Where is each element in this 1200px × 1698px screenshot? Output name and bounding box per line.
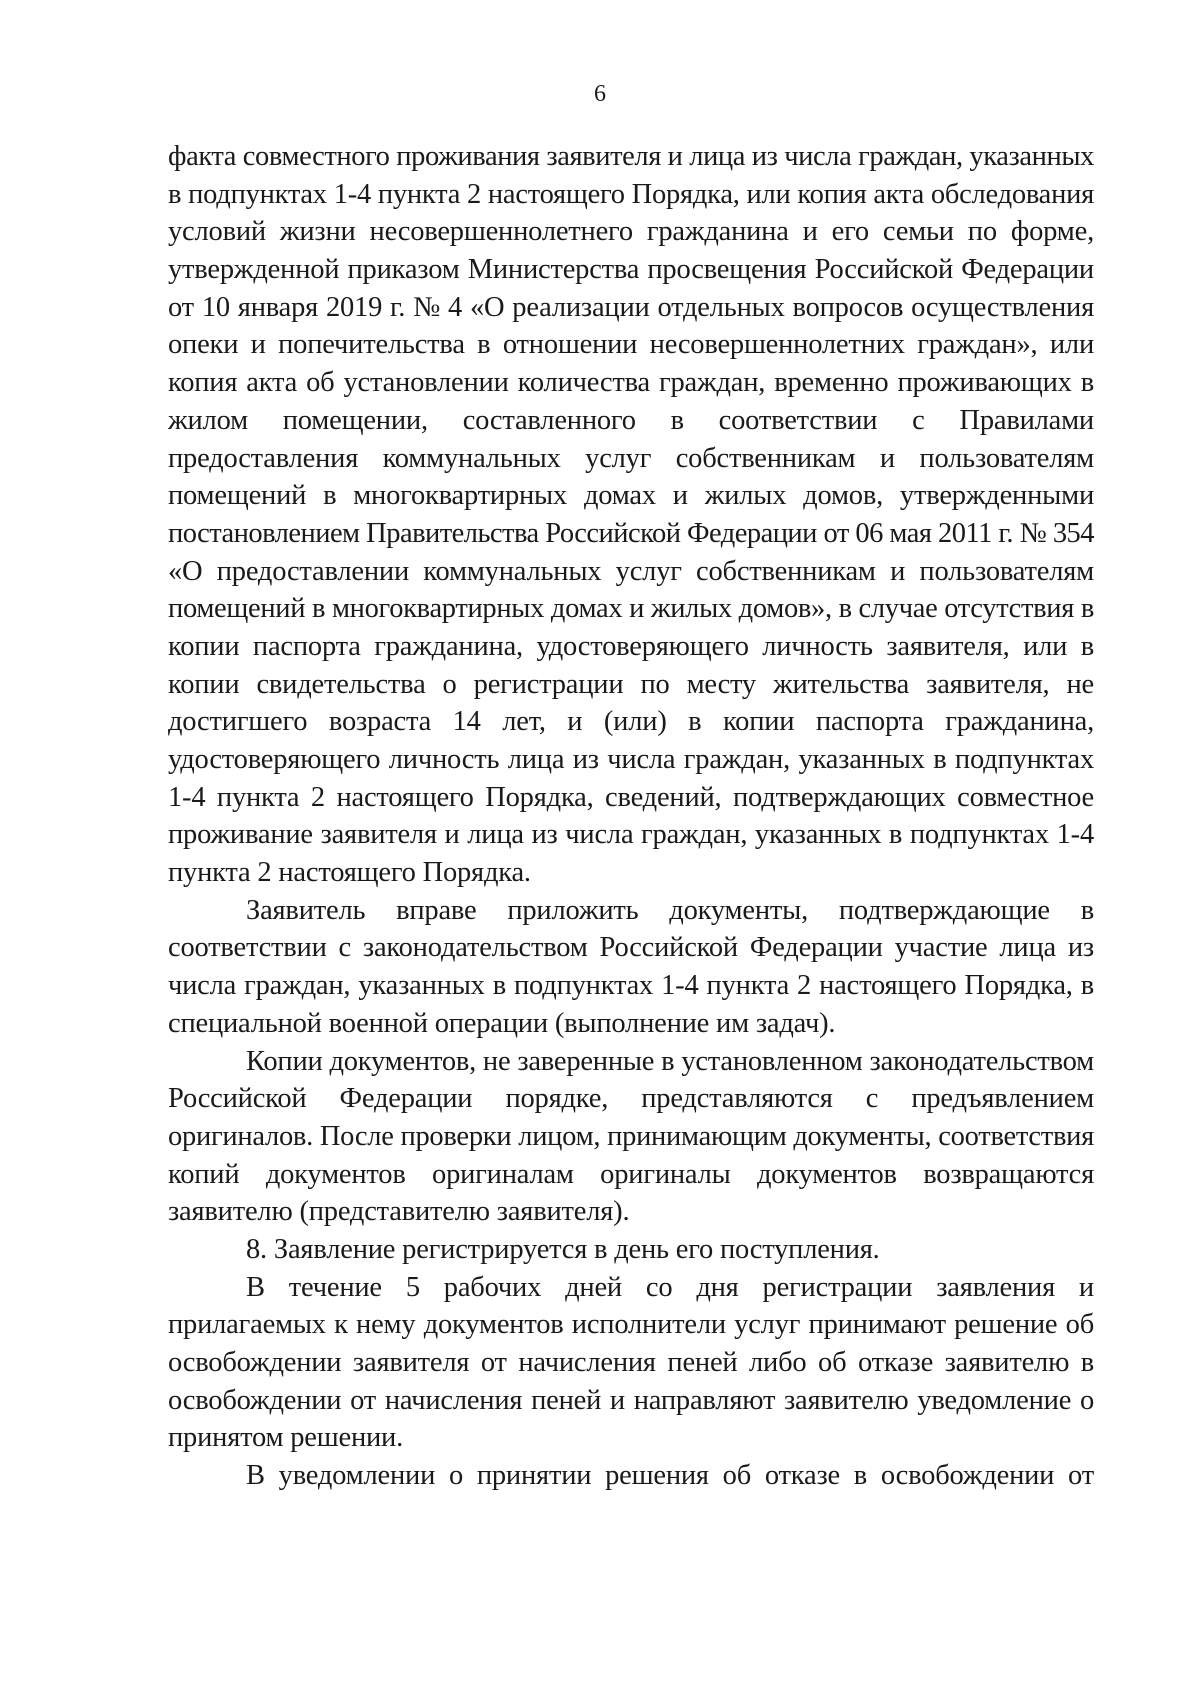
text-line: копия акта об установлении количества граждан, временно проживающих в xyxy=(168,367,1094,399)
text-line: жилом помещении, составленного в соответствии с Правилами xyxy=(168,404,1094,436)
text-line: условий жизни несовершеннолетнего гражданина и его семьи по форме, xyxy=(168,216,1094,248)
text-line: факта совместного проживания заявителя и лица из числа граждан, указанных xyxy=(168,141,1094,172)
text-line: опеки и попечительства в отношении несовершеннолетних граждан», или xyxy=(168,329,1094,361)
text-line: постановлением Правительства Российской Федерации от 06 мая 2011 г. № 354 xyxy=(168,517,1094,549)
text-line: освобождении от начисления пеней и направляют заявителю уведомление о xyxy=(168,1384,1094,1416)
text-line: Российской Федерации порядке, представляются с предъявлением xyxy=(168,1083,1094,1115)
text-line: копий документов оригиналам оригиналы документов возвращаются xyxy=(168,1158,1094,1190)
text-line: Копии документов, не заверенные в установленном законодательством xyxy=(246,1045,1094,1077)
text-line: предоставления коммунальных услуг собственникам и пользователям xyxy=(168,442,1094,474)
text-line: освобождении заявителя от начисления пеней либо об отказе заявителю в xyxy=(168,1347,1094,1378)
text-line: проживание заявителя и лица из числа граждан, указанных в подпунктах 1-4 xyxy=(168,819,1094,851)
text-line: числа граждан, указанных в подпунктах 1-4 пункта 2 настоящего Порядка, в xyxy=(168,970,1094,1002)
text-line: копии свидетельства о регистрации по месту жительства заявителя, не xyxy=(168,668,1094,700)
text-line: 8. Заявление регистрируется в день его поступления. xyxy=(246,1233,880,1265)
text-line: оригиналов. После проверки лицом, принимающим документы, соответствия xyxy=(168,1120,1094,1152)
text-line: 1-4 пункта 2 настоящего Порядка, сведений, подтверждающих совместное xyxy=(168,781,1094,813)
text-line: копии паспорта гражданина, удостоверяющего личность заявителя, или в xyxy=(168,630,1094,662)
text-line: от 10 января 2019 г. № 4 «О реализации отдельных вопросов осуществления xyxy=(168,291,1094,323)
text-line: в подпунктах 1-4 пункта 2 настоящего Порядка, или копия акта обследования xyxy=(168,178,1094,210)
text-line: прилагаемых к нему документов исполнители услуг принимают решение об xyxy=(168,1309,1094,1341)
text-line: соответствии с законодательством Российской Федерации участие лица из xyxy=(168,932,1094,964)
text-line: удостоверяющего личность лица из числа граждан, указанных в подпунктах xyxy=(168,744,1094,775)
text-line: «О предоставлении коммунальных услуг собственникам и пользователям xyxy=(168,555,1094,587)
text-line: заявителю (представителю заявителя). xyxy=(168,1196,630,1228)
text-line: пункта 2 настоящего Порядка. xyxy=(168,857,531,889)
text-line: достигшего возраста 14 лет, и (или) в копии паспорта гражданина, xyxy=(168,706,1094,738)
text-line: В уведомлении о принятии решения об отказе в освобождении от xyxy=(246,1460,1094,1492)
text-line: специальной военной операции (выполнение им задач). xyxy=(168,1007,836,1039)
body-text xyxy=(168,138,1094,1495)
text-line: помещений в многоквартирных домах и жилых домов, утвержденными xyxy=(168,480,1094,512)
text-line: Заявитель вправе приложить документы, подтверждающие в xyxy=(246,894,1094,926)
text-line: утвержденной приказом Министерства просвещения Российской Федерации xyxy=(168,254,1094,286)
text-line: принятом решении. xyxy=(168,1422,404,1454)
text-line: помещений в многоквартирных домах и жилых домов», в случае отсутствия в xyxy=(168,593,1094,625)
text-line: В течение 5 рабочих дней со дня регистрации заявления и xyxy=(246,1271,1094,1303)
page-number: 6 xyxy=(594,81,606,107)
